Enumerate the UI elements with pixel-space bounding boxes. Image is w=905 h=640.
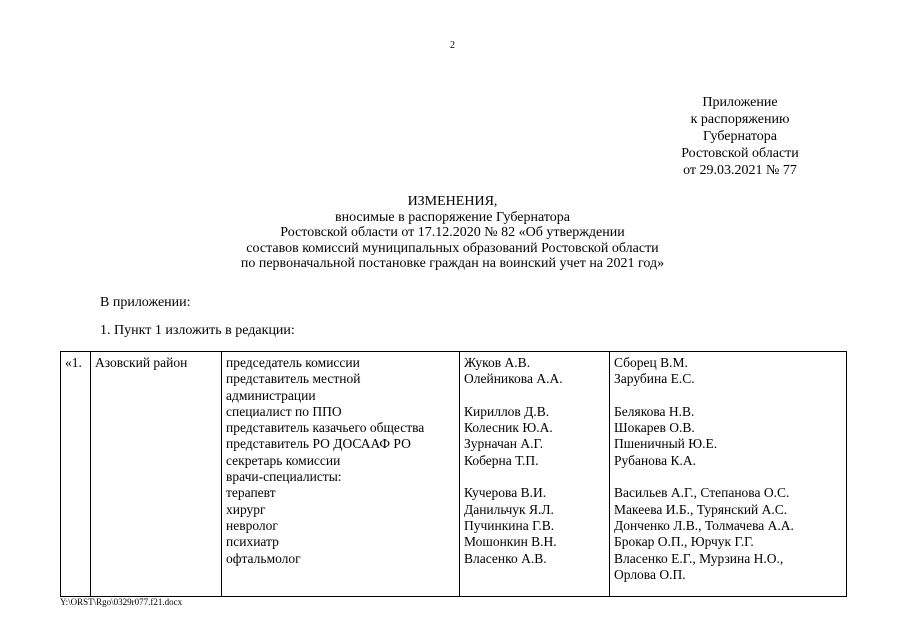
- main-member-cell: Мошонкин В.Н.: [464, 534, 557, 550]
- title-line: Ростовской области от 17.12.2020 № 82 «Об утверждении: [280, 225, 625, 240]
- main-members-column: [464, 355, 563, 583]
- reserve-member-cell: Шокарев О.В.: [614, 420, 695, 436]
- paragraph-intro: В приложении:: [100, 295, 191, 310]
- appendix-line: Ростовской области: [681, 146, 799, 161]
- appendix-line: Губернатора: [702, 129, 778, 144]
- role-cell: терапевт: [226, 485, 276, 501]
- role-cell: секретарь комиссии: [226, 452, 341, 468]
- role-cell: невролог: [226, 517, 278, 533]
- role-cell: хирург: [226, 501, 266, 517]
- paragraph-item-1: 1. Пункт 1 изложить в редакции:: [100, 323, 295, 338]
- main-member-cell: Колесник Ю.А.: [464, 420, 553, 436]
- main-member-cell: Данильчук Я.Л.: [464, 501, 554, 517]
- main-member-cell: Зурначан А.Г.: [464, 436, 544, 452]
- role-cell: представитель РО ДОСААФ РО: [226, 436, 411, 452]
- item-number: «1.: [65, 355, 82, 370]
- table-divider: [90, 352, 91, 596]
- reserve-member-cell: Брокар О.П., Юрчук Г.Г.: [614, 534, 754, 550]
- commission-table: [60, 351, 847, 597]
- role-cell: администрации: [226, 387, 316, 403]
- reserve-member-cell: Белякова Н.В.: [614, 403, 695, 419]
- main-member-cell: [464, 567, 563, 583]
- reserve-members-column: [614, 355, 794, 583]
- reserve-member-cell: [614, 388, 794, 404]
- main-member-cell: Олейникова А.А.: [464, 371, 563, 387]
- file-path-footer: Y:\ORST\Rgo\0329r077.f21.docx: [60, 597, 183, 607]
- title-heading: ИЗМЕНЕНИЯ,: [407, 194, 498, 209]
- reserve-member-cell: Донченко Л.В., Толмачева А.А.: [614, 517, 794, 533]
- title-line: составов комиссий муниципальных образований Ростовской области: [246, 240, 659, 256]
- table-divider: [221, 352, 222, 596]
- main-member-cell: [464, 388, 563, 404]
- main-member-cell: Кириллов Д.В.: [464, 403, 550, 419]
- role-cell: психиатр: [226, 534, 279, 550]
- role-cell: представитель местной: [226, 371, 361, 387]
- appendix-header: [640, 94, 840, 179]
- table-divider: [609, 352, 610, 596]
- role-cell: председатель комиссии: [226, 355, 360, 370]
- appendix-line: к распоряжению: [690, 112, 790, 127]
- reserve-member-cell: [614, 469, 794, 485]
- title-line: по первоначальной постановке граждан на воинский учет на 2021 год»: [240, 256, 665, 271]
- reserve-member-cell: Зарубина Е.С.: [614, 371, 695, 387]
- main-member-cell: Коберна Т.П.: [464, 452, 539, 468]
- document-title: [160, 194, 745, 272]
- main-member-cell: Жуков А.В.: [464, 355, 531, 370]
- role-cell: [226, 567, 424, 583]
- reserve-member-cell: Рубанова К.А.: [614, 452, 696, 468]
- appendix-line: Приложение: [702, 95, 778, 110]
- page-number: 2: [450, 40, 455, 51]
- reserve-member-cell: Орлова О.П.: [614, 566, 686, 582]
- table-divider: [459, 352, 460, 596]
- reserve-member-cell: Пшеничный Ю.Е.: [614, 436, 718, 452]
- role-cell: представитель казачьего общества: [226, 420, 425, 436]
- title-line: вносимые в распоряжение Губернатора: [334, 209, 571, 225]
- reserve-member-cell: Васильев А.Г., Степанова О.С.: [614, 485, 790, 501]
- reserve-member-cell: Сборец В.М.: [614, 355, 688, 370]
- main-member-cell: Пучинкина Г.В.: [464, 517, 555, 533]
- reserve-member-cell: Макеева И.Б., Турянский А.С.: [614, 501, 788, 517]
- role-cell: врачи-специалисты:: [226, 469, 342, 485]
- district-name: Азовский район: [95, 355, 188, 370]
- main-member-cell: Кучерова В.И.: [464, 485, 547, 501]
- reserve-member-cell: Власенко Е.Г., Мурзина Н.О.,: [614, 550, 784, 566]
- role-cell: специалист по ППО: [226, 403, 342, 419]
- main-member-cell: [464, 469, 563, 485]
- roles-column: [226, 355, 424, 583]
- main-member-cell: Власенко А.В.: [464, 550, 547, 566]
- role-cell: офтальмолог: [226, 550, 301, 566]
- appendix-line: от 29.03.2021 № 77: [683, 163, 797, 178]
